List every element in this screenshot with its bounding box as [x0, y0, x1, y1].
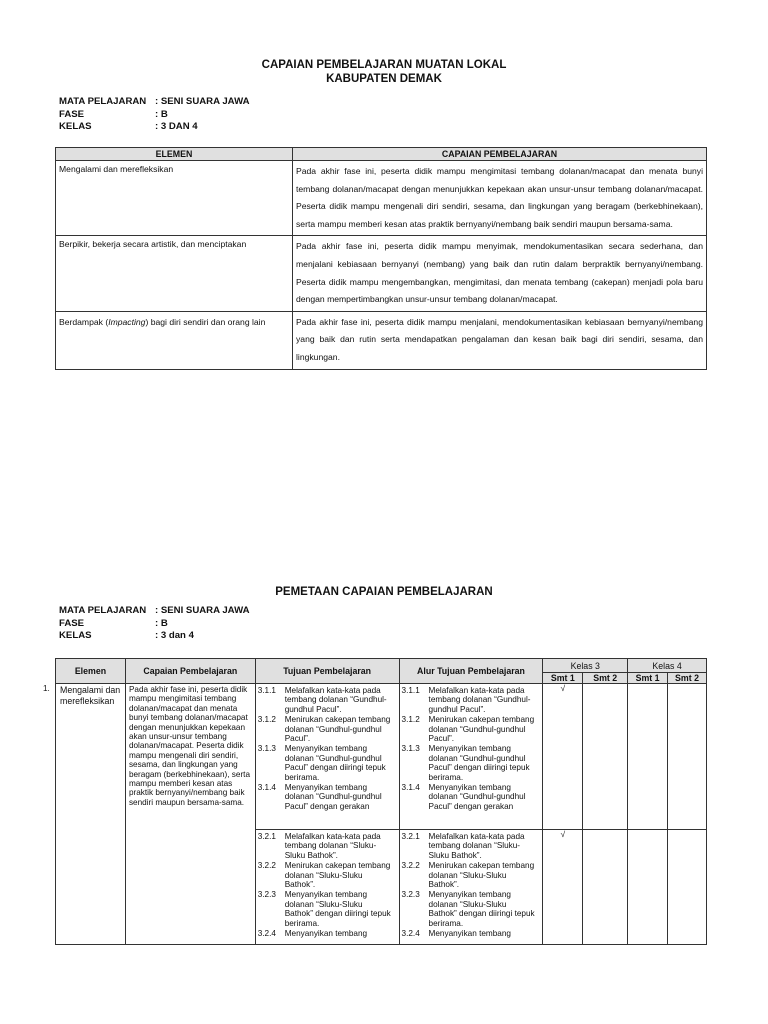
empty-cell	[583, 830, 628, 945]
elemen-cell: Berpikir, bekerja secara artistik, dan menciptakan	[56, 236, 293, 311]
meta-key: KELAS	[59, 630, 92, 641]
item-number: 3.1.2	[257, 715, 276, 725]
item-text: Menyanyikan tembang dolanan “Gundhul-gundhul Pacul” dengan gerakan	[428, 783, 526, 811]
item-number: 3.2.3	[401, 890, 420, 900]
empty-cell	[668, 684, 707, 830]
doc2-meta	[59, 605, 250, 643]
item-number: 3.2.2	[401, 861, 420, 871]
alur-item	[402, 686, 541, 714]
tujuan-item	[258, 715, 397, 743]
header-tujuan: Tujuan Pembelajaran	[255, 659, 399, 684]
header-smt2: Smt 2	[583, 673, 628, 684]
item-text: Menyanyikan tembang dolanan “Gundhul-gundhul Pacul” dengan diiringi tepuk berirama.	[284, 744, 386, 782]
item-number: 3.2.1	[257, 832, 276, 841]
check-mark: √	[543, 830, 583, 945]
tujuan-cell	[255, 830, 399, 945]
capaian-cell: Pada akhir fase ini, peserta didik mampu menyimak, mendokumentasikan secara sederhana, dan menjalani kebiasaan bernyanyi (nembang) yang baik dan rutin dalam berpraktik bernyanyi/nembang. Peserta didik mampu mengembangkan, mengimitasi, dan menata tembang (cakepan) menjadi pola baru dengan mempertimbangkan unsur-unsur tembang dolanan/macapat.	[293, 236, 707, 311]
header-elemen: ELEMEN	[56, 148, 293, 161]
meta-key: FASE	[59, 108, 85, 120]
meta-value: : 3 dan 4	[155, 630, 194, 641]
item-number: 3.2.3	[257, 890, 276, 900]
empty-cell	[583, 684, 628, 830]
meta-value: : SENI SUARA JAWA	[155, 605, 250, 616]
elemen-cell	[56, 311, 293, 369]
item-number: 3.1.1	[401, 686, 420, 695]
item-text: Menyanyikan tembang	[284, 929, 368, 939]
pemetaan-table	[43, 658, 707, 945]
item-number: 3.2.4	[401, 929, 420, 939]
header-alur: Alur Tujuan Pembelajaran	[399, 659, 543, 684]
alur-item	[402, 890, 541, 928]
tujuan-item	[258, 783, 397, 811]
item-text: Melafalkan kata-kata pada tembang dolanan “Sluku-Sluku Bathok”.	[428, 832, 525, 860]
header-kelas4: Kelas 4	[628, 659, 707, 673]
capaian-table	[55, 147, 707, 370]
table-row	[56, 236, 707, 311]
doc1-title-line2: KABUPATEN DEMAK	[326, 73, 442, 85]
header-capaian: Capaian Pembelajaran	[125, 659, 255, 684]
doc1-meta	[59, 96, 250, 134]
tujuan-item	[258, 832, 397, 860]
item-text: Menyanyikan tembang	[428, 929, 511, 939]
header-smt1: Smt 1	[543, 673, 583, 684]
capaian-cell: Pada akhir fase ini, peserta didik mampu mengimitasi tembang dolanan/macapat dan menata bunyi tembang dolanan/macapat dengan menunjukkan kepekaan akan unsur-unsur tembang dolanan/macapat. Peserta didik mampu mengenali diri sendiri, sesama, dan lingkungan yang beragam (berkebhinekaan), serta mampu memberi kesan atas praktik bernyanyi/nembang baik sendiri maupun bersama-sama.	[293, 161, 707, 236]
meta-key: MATA PELAJARAN	[59, 605, 147, 616]
empty-cell	[628, 830, 668, 945]
empty-cell	[628, 684, 668, 830]
header-smt2: Smt 2	[668, 673, 707, 684]
alur-item	[402, 783, 541, 811]
row-number: 1.	[43, 684, 50, 693]
item-text: Menyanyikan tembang dolanan “Sluku-Sluku Bathok” dengan diiringi tepuk berirama.	[284, 890, 391, 928]
item-text: Menirukan cakepan tembang dolanan “Sluku-Sluku Bathok”.	[428, 861, 535, 890]
alur-item	[402, 861, 541, 889]
meta-key: FASE	[59, 617, 85, 629]
elemen-text: Mengalami dan merefleksikan	[60, 685, 121, 706]
tujuan-item	[258, 686, 397, 714]
tujuan-cell	[255, 684, 399, 830]
elemen-cell: Mengalami dan merefleksikan	[56, 161, 293, 236]
alur-item	[402, 929, 541, 938]
item-number: 3.2.4	[257, 929, 276, 939]
item-text: Melafalkan kata-kata pada tembang dolanan “Gundhul-gundhul Pacul”.	[284, 686, 387, 714]
item-text: Menyanyikan tembang dolanan “Gundhul-gundhul Pacul” dengan gerakan	[284, 783, 382, 811]
meta-key: KELAS	[59, 121, 92, 132]
elemen-text: Berdampak (	[59, 316, 109, 327]
alur-item	[402, 715, 541, 743]
elemen-italic: Impacting	[108, 316, 146, 327]
tujuan-item	[258, 929, 397, 938]
item-text: Melafalkan kata-kata pada tembang dolanan “Sluku-Sluku Bathok”.	[284, 832, 381, 860]
item-number: 3.2.2	[257, 861, 276, 871]
meta-value: : 3 DAN 4	[155, 121, 198, 132]
header-smt1: Smt 1	[628, 673, 668, 684]
item-text: Menirukan cakepan tembang dolanan “Gundhul-gundhul Pacul”.	[428, 715, 535, 744]
item-text: Melafalkan kata-kata pada tembang dolanan “Gundhul-gundhul Pacul”.	[428, 686, 531, 714]
capaian-cell: Pada akhir fase ini, peserta didik mampu menjalani, mendokumentasikan kebiasaan bernyanyi/nembang yang baik dan rutin serta mendapatkan pengalaman dan kesan baik bagi diri sendiri, sesama, dan lingkungan.	[293, 311, 707, 369]
tujuan-item	[258, 890, 397, 928]
header-elemen: Elemen	[56, 659, 126, 684]
alur-cell	[399, 684, 543, 830]
alur-item	[402, 832, 541, 860]
header-capaian: CAPAIAN PEMBELAJARAN	[293, 148, 707, 161]
tujuan-item	[258, 861, 397, 889]
doc1-title-line1: CAPAIAN PEMBELAJARAN MUATAN LOKAL	[261, 59, 507, 71]
doc2-title: PEMETAAN CAPAIAN PEMBELAJARAN	[275, 586, 493, 598]
item-number: 3.1.2	[401, 715, 420, 725]
item-text: Menirukan cakepan tembang dolanan “Gundhul-gundhul Pacul”.	[284, 715, 391, 744]
meta-value: : SENI SUARA JAWA	[155, 96, 250, 107]
empty-cell	[668, 830, 707, 945]
item-number: 3.1.4	[257, 783, 276, 793]
item-text: Menyanyikan tembang dolanan “Gundhul-gundhul Pacul” dengan diiringi tepuk berirama.	[428, 744, 530, 782]
table-row	[56, 161, 707, 236]
item-number: 3.2.1	[401, 832, 420, 841]
check-mark: √	[543, 684, 583, 830]
header-kelas3: Kelas 3	[543, 659, 628, 673]
table-row	[56, 684, 707, 830]
meta-key: MATA PELAJARAN	[59, 96, 147, 107]
item-text: Menyanyikan tembang dolanan “Sluku-Sluku Bathok” dengan diiringi tepuk berirama.	[428, 890, 535, 928]
item-text: Menirukan cakepan tembang dolanan “Sluku-Sluku Bathok”.	[284, 861, 391, 890]
meta-value: : B	[155, 617, 168, 629]
table-row	[56, 311, 707, 369]
meta-value: : B	[155, 108, 168, 120]
tujuan-item	[258, 744, 397, 782]
elemen-text: ) bagi diri sendiri dan orang lain	[145, 316, 266, 327]
alur-cell	[399, 830, 543, 945]
capaian-cell: Pada akhir fase ini, peserta didik mampu mengimitasi tembang dolanan/macapat dan menata bunyi tembang dolanan/macapat dengan menunjukkan kepekaan akan unsur-unsur tembang dolanan/macapat. Peserta didik mampu mengenali diri sendiri, sesama, dan lingkungan yang beragam (berkebhinekaan), serta mampu memberi kesan atas praktik bernyanyi/nembang baik sendiri maupun bersama-sama.	[125, 684, 255, 945]
item-number: 3.1.3	[401, 744, 420, 754]
item-number: 3.1.4	[401, 783, 420, 793]
elemen-cell	[43, 684, 126, 945]
item-number: 3.1.1	[257, 686, 276, 695]
item-number: 3.1.3	[257, 744, 276, 754]
alur-item	[402, 744, 541, 782]
